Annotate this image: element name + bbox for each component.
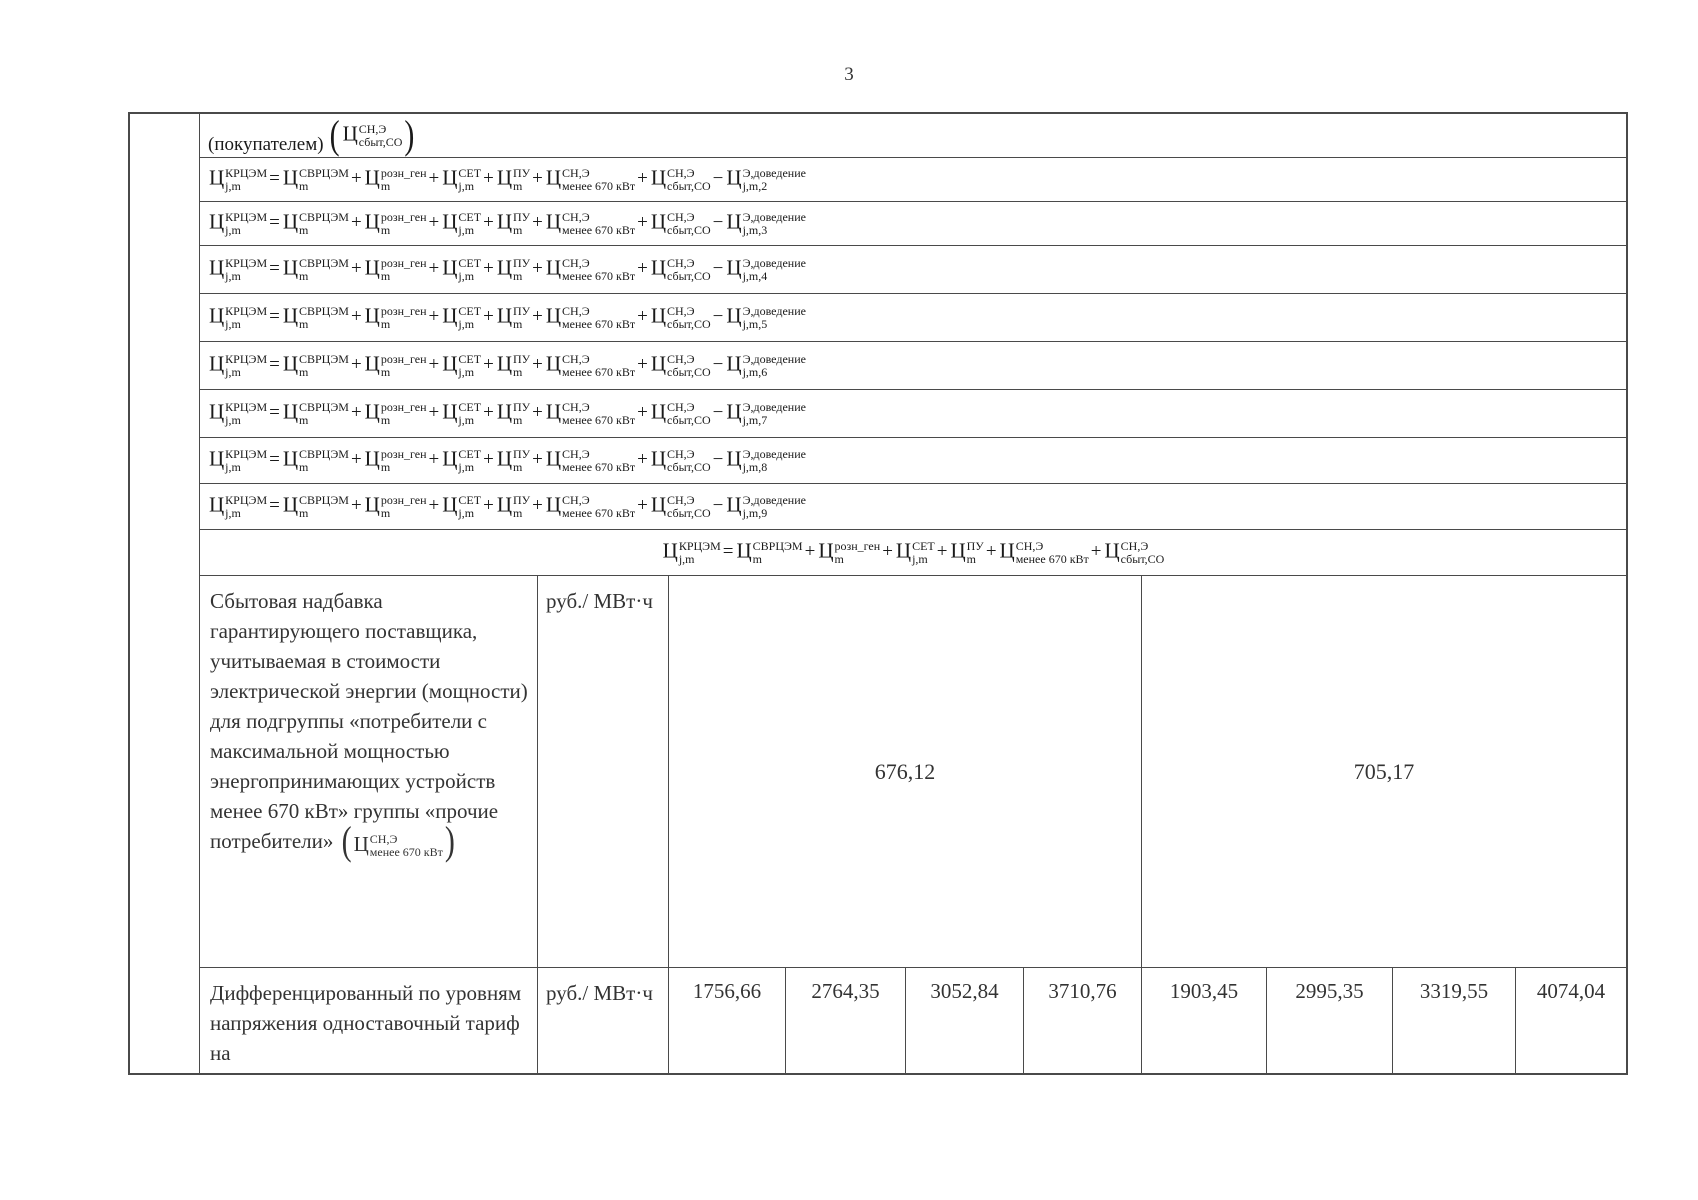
markup-value-1: 676,12 — [874, 758, 936, 784]
tariff-value-cell — [1393, 968, 1516, 1073]
markup-unit-cell — [538, 576, 669, 968]
tariff-value: 1756,66 — [692, 979, 762, 1003]
tariff-value-cell — [906, 968, 1024, 1073]
markup-value-cell-2 — [1142, 576, 1626, 968]
tariff-value: 3319,55 — [1419, 979, 1489, 1003]
formula-row-9: Ц КРЦЭМ j,m = Ц СВРЦЭМ m + Ц розн_ген m + Ц СЕТ j,m + Ц ПУ m + Ц СН,Э менее 670 кВт + Ц СН,Э сбыт,СО − Ц Э,доведение j,m,9 — [200, 484, 1626, 530]
formula-row-3: Ц КРЦЭМ j,m = Ц СВРЦЭМ m + Ц розн_ген m + Ц СЕТ j,m + Ц ПУ m + Ц СН,Э менее 670 кВт + Ц СН,Э сбыт,СО − Ц Э,доведение j,m,3 — [200, 202, 1626, 246]
term-sbyt: Ц СН,Э сбыт,СО — [342, 121, 403, 149]
formula-row-5: Ц КРЦЭМ j,m = Ц СВРЦЭМ m + Ц розн_ген m + Ц СЕТ j,m + Ц ПУ m + Ц СН,Э менее 670 кВт + Ц СН,Э сбыт,СО − Ц Э,доведение j,m,5 — [200, 294, 1626, 342]
markup-unit: руб./ МВт·ч — [546, 589, 653, 613]
tariff-value-cell — [1516, 968, 1626, 1073]
page-number: 3 — [844, 64, 854, 85]
tariff-value: 1903,45 — [1169, 979, 1239, 1003]
formula-row-6: Ц КРЦЭМ j,m = Ц СВРЦЭМ m + Ц розн_ген m + Ц СЕТ j,m + Ц ПУ m + Ц СН,Э менее 670 кВт + Ц СН,Э сбыт,СО − Ц Э,доведение j,m,6 — [200, 342, 1626, 390]
formula-row-8: Ц КРЦЭМ j,m = Ц СВРЦЭМ m + Ц розн_ген m + Ц СЕТ j,m + Ц ПУ m + Ц СН,Э менее 670 кВт + Ц СН,Э сбыт,СО − Ц Э,доведение j,m,8 — [200, 438, 1626, 484]
markup-value-2: 705,17 — [1353, 758, 1415, 784]
header-row — [200, 114, 1626, 158]
markup-description-cell — [200, 576, 538, 968]
paren-close: ) — [404, 112, 415, 158]
tariff-value-cell — [669, 968, 786, 1073]
tariff-unit: руб./ МВт·ч — [546, 981, 653, 1005]
left-stub-column — [130, 114, 200, 1073]
tariff-value: 3052,84 — [930, 979, 999, 1003]
tariff-value-cell — [1024, 968, 1142, 1073]
tariff-value-cell — [1267, 968, 1393, 1073]
formula-row-2: Ц КРЦЭМ j,m = Ц СВРЦЭМ m + Ц розн_ген m + Ц СЕТ j,m + Ц ПУ m + Ц СН,Э менее 670 кВт + Ц СН,Э сбыт,СО − Ц Э,доведение j,m,2 — [200, 158, 1626, 202]
tariff-value: 2764,35 — [811, 979, 880, 1003]
tariff-table — [128, 112, 1628, 1075]
markup-description: Сбытовая надбавка гарантирующего поставщика, учитываемая в стоимости электрической энергии (мощности) для подгруппы «потребители с максимальной мощностью энергопринимающих устройств менее 670 кВт» группы «прочие потребители» — [210, 589, 528, 853]
tariff-value: 3710,76 — [1048, 979, 1117, 1003]
header-text: (покупателем) — [208, 133, 324, 155]
tariff-value: 4074,04 — [1536, 979, 1606, 1003]
tariff-value: 2995,35 — [1295, 979, 1364, 1003]
tariff-description-cell — [200, 968, 538, 1073]
tariff-value-cell — [786, 968, 906, 1073]
paren-open: ( — [329, 112, 340, 158]
formula-row-7: Ц КРЦЭМ j,m = Ц СВРЦЭМ m + Ц розн_ген m + Ц СЕТ j,m + Ц ПУ m + Ц СН,Э менее 670 кВт + Ц СН,Э сбыт,СО − Ц Э,доведение j,m,7 — [200, 390, 1626, 438]
markup-value-cell-1 — [669, 576, 1142, 968]
formula-row-summary: Ц КРЦЭМ j,m = Ц СВРЦЭМ m + Ц розн_ген m + Ц СЕТ j,m + Ц ПУ m + Ц СН,Э менее 670 кВт + Ц СН,Э сбыт,СО — [200, 530, 1626, 576]
tariff-value-cell — [1142, 968, 1267, 1073]
markup-formula: (Ц СН,Э менее 670 кВт ) — [341, 819, 455, 864]
tariff-unit-cell — [538, 968, 669, 1073]
formula-row-4: Ц КРЦЭМ j,m = Ц СВРЦЭМ m + Ц розн_ген m + Ц СЕТ j,m + Ц ПУ m + Ц СН,Э менее 670 кВт + Ц СН,Э сбыт,СО − Ц Э,доведение j,m,4 — [200, 246, 1626, 294]
tariff-description: Дифференцированный по уровням напряжения одноставочный тариф на — [210, 981, 522, 1065]
